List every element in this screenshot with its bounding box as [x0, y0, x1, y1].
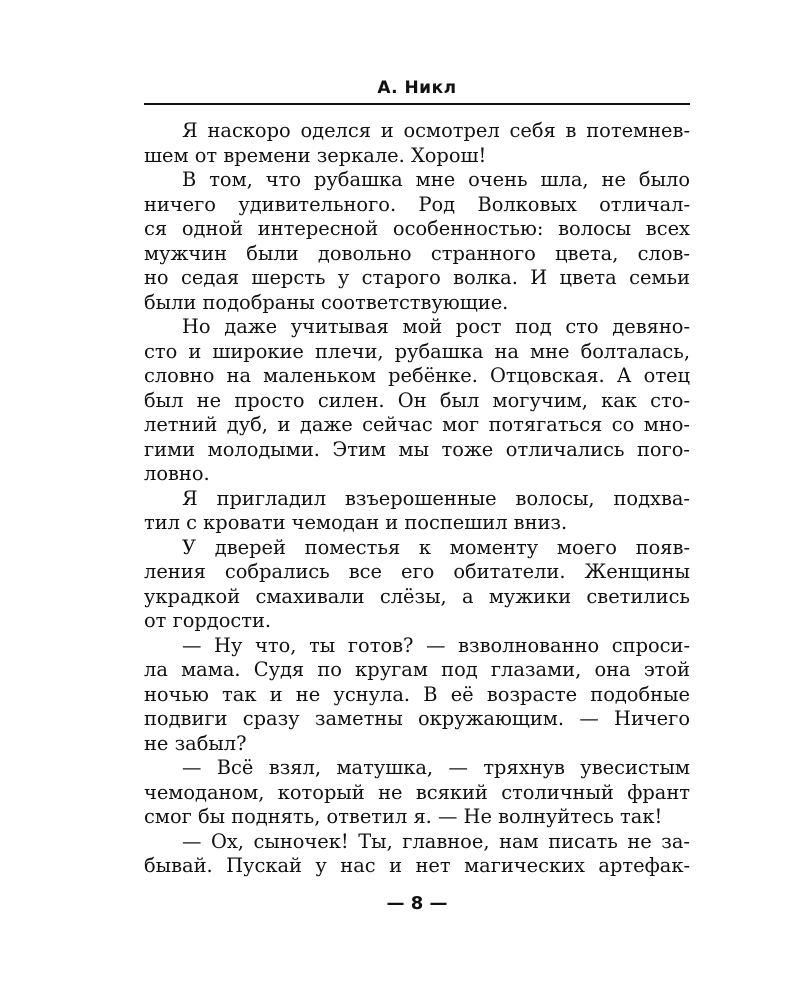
text-line: не забыл?: [144, 731, 247, 755]
text-line: сто и широкие плечи, рубашка на мне болталась,: [144, 339, 690, 363]
body-text: [144, 119, 690, 879]
text-line: Но даже учитывая мой рост под сто девяно-: [182, 315, 690, 338]
text-line: но седая шерсть у старого волка. И цвета семьи: [144, 266, 690, 289]
page-number: — 8 —: [386, 893, 448, 914]
text-line: Я пригладил взъерошенные волосы, подхва-: [182, 486, 690, 510]
text-line: мужчин были довольно странного цвета, слов-: [144, 241, 690, 265]
text-line: от гордости.: [144, 609, 272, 632]
text-line: Я наскоро оделся и осмотрел себя в потемнев-: [182, 119, 690, 142]
text-line: — Всё взял, матушка, — тряхнув увесистым: [182, 756, 690, 779]
text-line: — Ох, сыночек! Ты, главное, нам писать не за-: [182, 829, 690, 853]
text-line: смог бы поднять, ответил я. — Не волнуйтесь так!: [144, 805, 663, 828]
text-line: ничего удивительного. Род Волковых отличал-: [144, 192, 690, 216]
header-divider: [144, 103, 690, 105]
text-line: ловно.: [144, 462, 210, 485]
text-line: подвиги сразу заметны окружающим. — Ничего: [144, 707, 690, 730]
text-line: У дверей поместья к моменту моего появ-: [182, 535, 690, 559]
text-line: был не просто силен. Он был могучим, как сто-: [144, 388, 690, 412]
text-line: ночью так и не уснула. В её возрасте подобные: [144, 682, 690, 706]
text-line: бывай. Пускай у нас и нет магических артефак-: [144, 854, 690, 877]
text-line: тил с кровати чемодан и поспешил вниз.: [144, 511, 568, 534]
text-line: летний дуб, и даже сейчас мог потягаться со мно-: [144, 413, 690, 436]
text-line: чемоданом, который не всякий столичный франт: [144, 780, 690, 804]
text-line: — Ну что, ты готов? — взволнованно спроси-: [182, 633, 690, 657]
text-line: ла мама. Судя по кругам под глазами, она этой: [144, 658, 690, 681]
text-line: В том, что рубашка мне очень шла, не было: [182, 168, 690, 191]
text-line: словно на маленьком ребёнке. Отцовская. А отец: [144, 364, 690, 387]
text-line: украдкой смахивали слёзы, а мужики светились: [144, 584, 690, 608]
running-head-author: А. Никл: [377, 78, 457, 98]
text-line: гими молодыми. Этим мы тоже отличались пого-: [144, 437, 690, 461]
text-line: были подобраны соответствующие.: [144, 290, 509, 314]
text-line: ся одной интересной особенностью: волосы всех: [144, 217, 690, 240]
text-line: шем от времени зеркале. Хорош!: [144, 143, 487, 167]
text-line: ления собрались все его обитатели. Женщины: [144, 560, 690, 583]
